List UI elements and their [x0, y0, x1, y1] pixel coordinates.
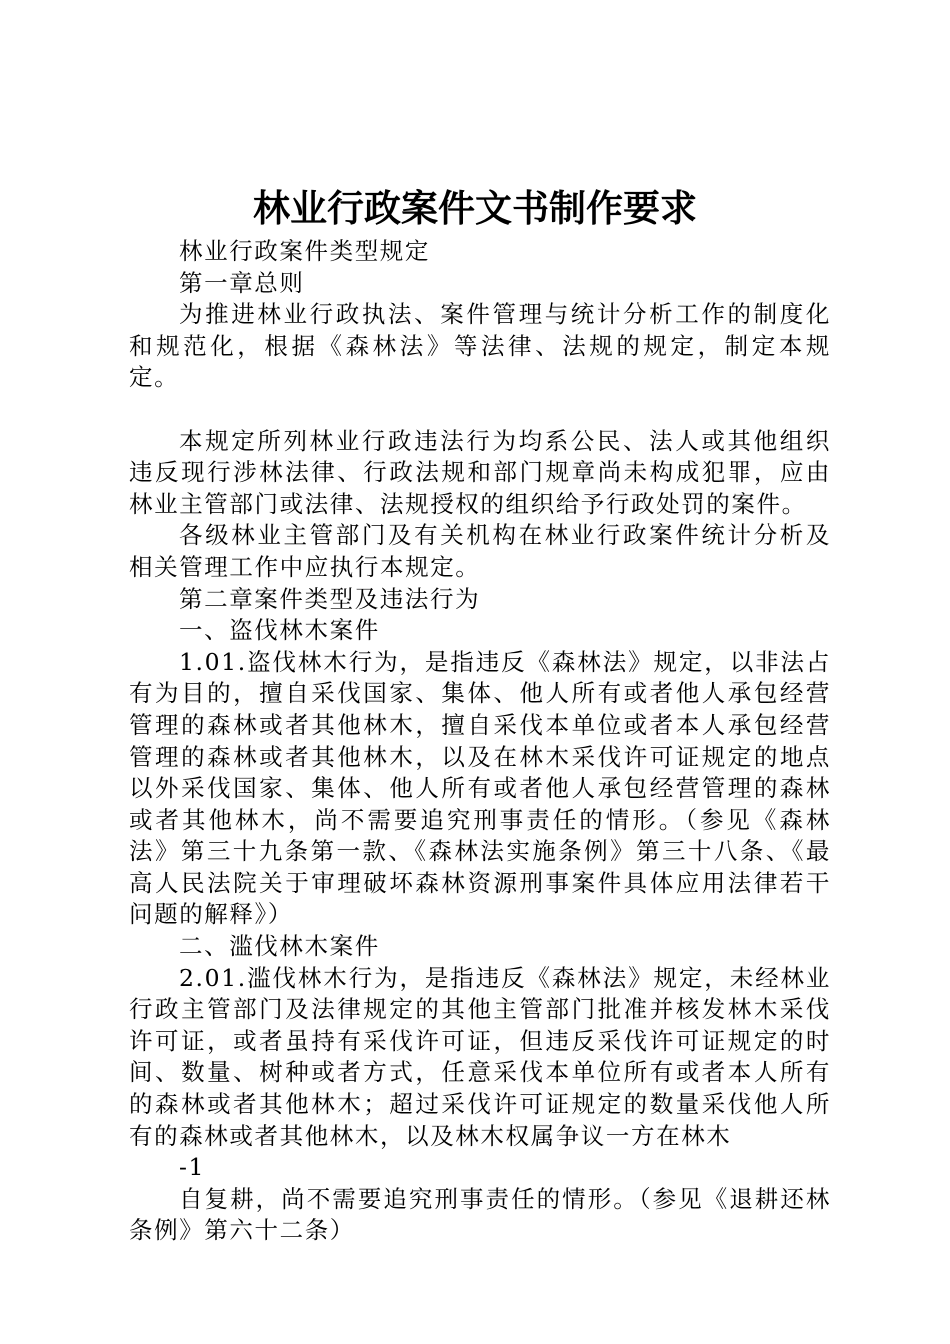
paragraph-purpose: 为推进林业行政执法、案件管理与统计分析工作的制度化和规范化，根据《森林法》等法律、法规的规定，制定本规定。: [129, 300, 831, 392]
paragraph-case-types-heading: 林业行政案件类型规定: [179, 237, 430, 265]
page-number: -1: [179, 1153, 206, 1182]
paragraph-excessive-logging: 2.01.滥伐林木行为，是指违反《森林法》规定，未经林业行政主管部门及法律规定的其他主管部门批准并核发林木采伐许可证，或者虽持有采伐许可证，但违反采伐许可证规定的时间、数量、树种或者方式，任意采伐本单位所有或者本人所有的森林或者其他林木；超过采伐许可证规定的数量采伐他人所有的森林或者其他林木，以及林木权属争议一方在林木: [129, 963, 831, 1150]
chapter-two-heading: 第二章案件类型及违法行为: [179, 584, 481, 613]
paragraph-scope: 本规定所列林业行政违法行为均系公民、法人或其他组织违反现行涉林法律、行政法规和部门规章尚未构成犯罪，应由林业主管部门或法律、法规授权的组织给予行政处罚的案件。: [129, 426, 831, 518]
document-body: [129, 236, 831, 1247]
section-one-heading: 一、盗伐林木案件: [179, 616, 380, 645]
chapter-one-heading: 第一章总则: [179, 268, 305, 297]
paragraph-reclamation: 自复耕，尚不需要追究刑事责任的情形。（参见《退耕还林条例》第六十二条）: [129, 1184, 831, 1245]
paragraph-application: 各级林业主管部门及有关机构在林业行政案件统计分析及相关管理工作中应执行本规定。: [129, 521, 831, 581]
paragraph-illegal-logging: 1.01.盗伐林木行为，是指违反《森林法》规定，以非法占有为目的，擅自采伐国家、集体、他人所有或者他人承包经营管理的森林或者其他林木，擅自采伐本单位或者本人承包经营管理的森林或者其他林木，以及在林木采伐许可证规定的地点以外采伐国家、集体、他人所有或者他人承包经营管理的森林或者其他林木，尚不需要追究刑事责任的情形。（参见《森林法》第三十九条第一款、《森林法实施条例》第三十八条、《最高人民法院关于审理破坏森林资源刑事案件具体应用法律若干问题的解释》）: [129, 647, 831, 929]
document-title: 林业行政案件文书制作要求: [253, 186, 697, 230]
section-two-heading: 二、滥伐林木案件: [179, 932, 380, 961]
